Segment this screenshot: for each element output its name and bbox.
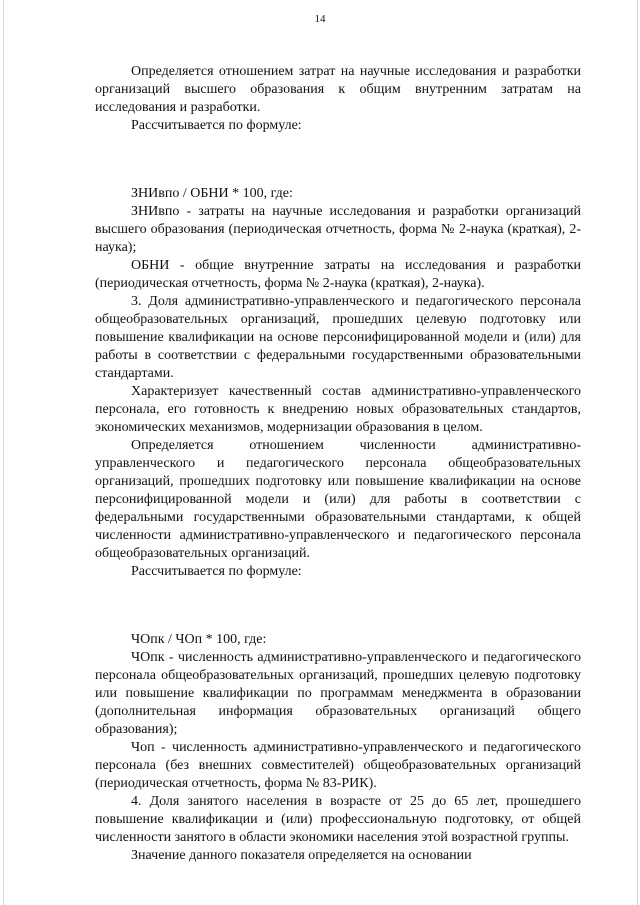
- paragraph: Рассчитывается по формуле:: [131, 118, 302, 133]
- page-edge-right: [637, 0, 638, 905]
- paragraph: ОБНИ - общие внутренние затраты на исследования и разработки (периодическая отчетность, форма № 2-наука (краткая), 2-наука).: [95, 258, 581, 291]
- paragraph: Чоп - численность административно-управленческого и педагогического персонала (без внешних совместителей) общеобразовательных организаций (периодическая отчетность, форма № 83-РИК).: [95, 740, 581, 791]
- paragraph: Значение данного показателя определяется на основании: [131, 848, 472, 863]
- paragraph: Определяется отношением численности административно-управленческого и педагогического персонала общеобразовательных организаций, прошедших подготовку или повышение квалификации на основе персонифицированной модели и (или) для работы в соответствии с федеральными государственными образовательными стандартами, к общей численности административно-управленческого и педагогического персонала общеобразовательных организаций.: [95, 438, 581, 561]
- paragraph: Характеризует качественный состав административно-управленческого персонала, его готовность к внедрению новых образовательных стандартов, экономических механизмов, модернизации образования в целом.: [95, 384, 581, 435]
- blank-line: [95, 597, 581, 615]
- paragraph: Рассчитывается по формуле:: [131, 564, 302, 579]
- paragraph: 3. Доля административно-управленческого и педагогического персонала общеобразовательных организаций, прошедших целевую подготовку или повышение квалификации на основе персонифицированной модели и (или) для работы в соответствии с федеральными государственными образовательными стандартами.: [95, 294, 581, 381]
- paragraph: ЧОпк / ЧОп * 100, где:: [131, 632, 267, 647]
- paragraph: ЗНИвпо / ОБНИ * 100, где:: [131, 186, 293, 201]
- page-edge-left: [3, 0, 4, 905]
- document-body: [95, 63, 581, 865]
- paragraph: ЧОпк - численность административно-управленческого и педагогического персонала общеобразовательных организаций, прошедших целевую подготовку или повышение квалификации по программам менеджмента в образовании (дополнительная информация образовательных организаций общего образования);: [95, 650, 581, 737]
- blank-line: [95, 151, 581, 169]
- paragraph: ЗНИвпо - затраты на научные исследования и разработки организаций высшего образования (периодическая отчетность, форма № 2-наука (краткая), 2-наука);: [95, 204, 581, 255]
- paragraph: Определяется отношением затрат на научные исследования и разработки организаций высшего образования к общим внутренним затратам на исследования и разработки.: [95, 64, 581, 115]
- page-number: 14: [314, 13, 326, 25]
- paragraph: 4. Доля занятого населения в возрасте от 25 до 65 лет, прошедшего повышение квалификации и (или) профессиональную подготовку, от общей численности занятого в области экономики населения этой возрастной группы.: [95, 794, 581, 845]
